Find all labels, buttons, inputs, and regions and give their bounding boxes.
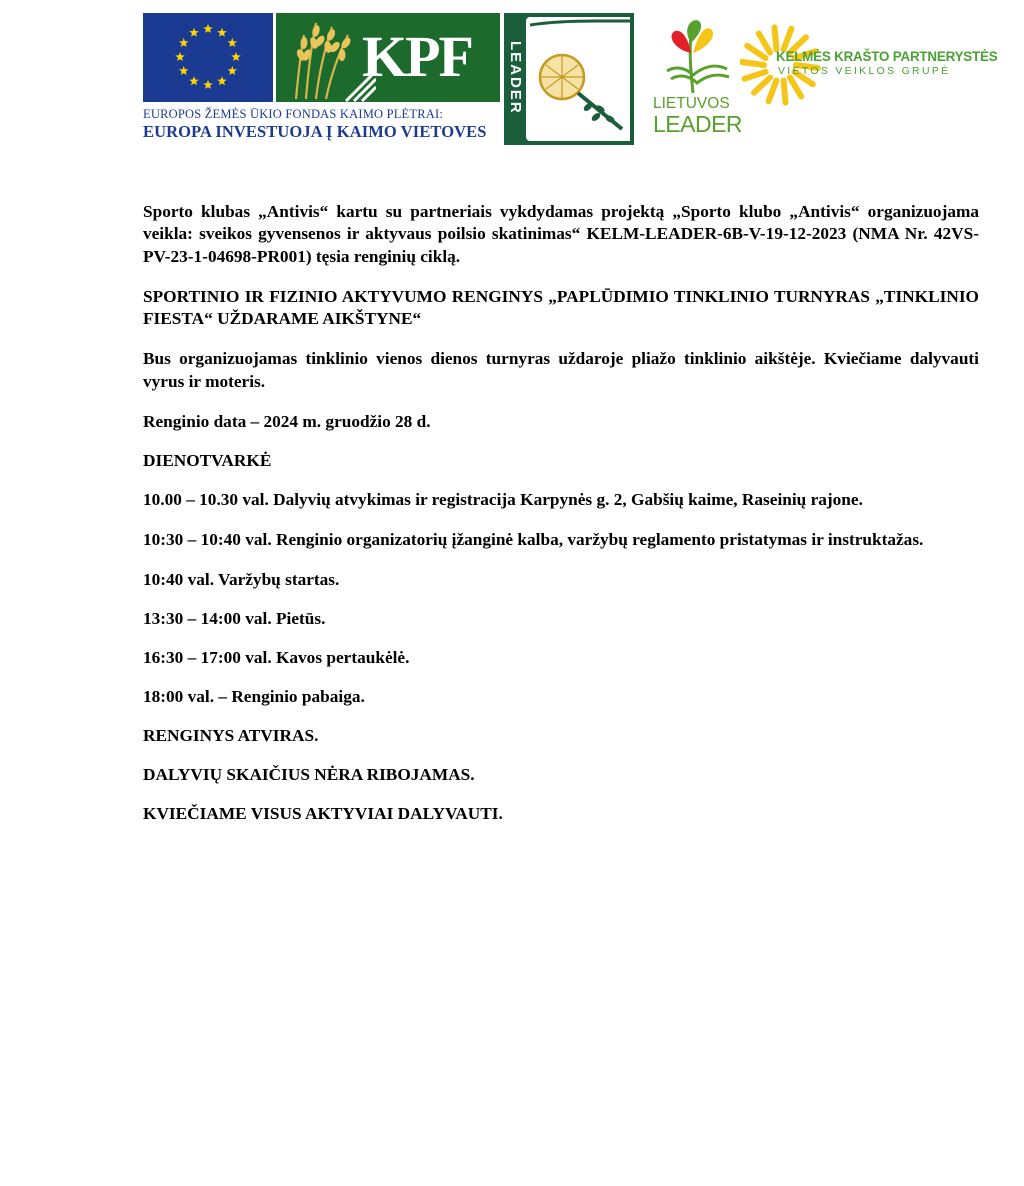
event-title: SPORTINIO IR FIZINIO AKTYVUMO RENGINYS „PAPLŪDIMIO TINKLINIO TURNYRAS „TINKLINIO FIESTA“ UŽDARAME AIKŠTYNE“ xyxy=(143,286,979,329)
agenda-item: 10.00 – 10.30 val. Dalyvių atvykimas ir registracija Karpynės g. 2, Gabšių kaime, Raseinių rajone. xyxy=(143,489,863,509)
agenda-item: 10:40 val. Varžybų startas. xyxy=(143,569,340,589)
kelmes-subtitle: VIETOS VEIKLOS GRUPĖ xyxy=(778,65,951,77)
agenda-item: 16:30 – 17:00 val. Kavos pertaukėlė. xyxy=(143,647,410,667)
eafrd-logo xyxy=(143,13,500,145)
logo-header xyxy=(143,13,998,145)
leader-logo xyxy=(504,13,634,145)
wheat-icon xyxy=(276,13,376,102)
kpf-wordmark: KPF xyxy=(362,24,472,89)
closing-line: DALYVIŲ SKAIČIUS NĖRA RIBOJAMAS. xyxy=(143,764,475,784)
event-description: Bus organizuojamas tinklinio vienos dienos turnyras uždaroje pliažo tinklinio aikštėje. Kviečiame dalyvauti vyrus ir moteris. xyxy=(143,349,979,391)
lt-leader-line2: LEADER xyxy=(653,111,743,137)
agenda-heading: DIENOTVARKĖ xyxy=(143,450,272,470)
agenda-item: 10:30 – 10:40 val. Renginio organizatorių įžanginė kalba, varžybų reglamento pristatymas ir instruktažas. xyxy=(143,529,924,549)
lt-leader-wordmark xyxy=(653,95,743,136)
lt-leader-hand-icon xyxy=(653,13,735,95)
lt-leader-line1: LIETUVOS xyxy=(653,95,730,112)
eafrd-caption-line2: EUROPA INVESTUOJA Į KAIMO VIETOVES xyxy=(143,122,487,141)
closing-line: KVIEČIAME VISUS AKTYVIAI DALYVAUTI. xyxy=(143,803,503,823)
leader-net-icon xyxy=(526,17,630,141)
eu-flag-icon xyxy=(143,13,273,102)
eafrd-caption xyxy=(143,106,500,142)
leader-vertical-label: LEADER xyxy=(507,41,524,115)
agenda-item: 13:30 – 14:00 val. Pietūs. xyxy=(143,608,326,628)
announcement-body xyxy=(143,201,979,842)
lietuvos-leader-logo xyxy=(653,13,743,145)
intro-paragraph: Sporto klubas „Antivis“ kartu su partneriais vykdydamas projektą „Sporto klubo „Antivis“ organizuojama veikla: sveikos gyvensenos ir aktyvaus poilsio skatinimas“ KELM-LEADER-6B-V-19-12-2023 (NMA Nr. 42VS-PV-23-1-04698-PR001) tęsia renginių ciklą. xyxy=(143,202,979,266)
kelmes-vvg-logo xyxy=(740,13,998,113)
agenda-item: 18:00 val. – Renginio pabaiga. xyxy=(143,686,365,706)
closing-line: RENGINYS ATVIRAS. xyxy=(143,725,319,745)
kpf-logo xyxy=(276,13,500,102)
event-date: Renginio data – 2024 m. gruodžio 28 d. xyxy=(143,411,431,431)
kelmes-title: KELMĖS KRAŠTO PARTNERYSTĖS xyxy=(776,49,998,64)
eafrd-caption-line1: EUROPOS ŽEMĖS ŪKIO FONDAS KAIMO PLĖTRAI: xyxy=(143,107,444,121)
leader-logo-panel xyxy=(526,17,630,141)
